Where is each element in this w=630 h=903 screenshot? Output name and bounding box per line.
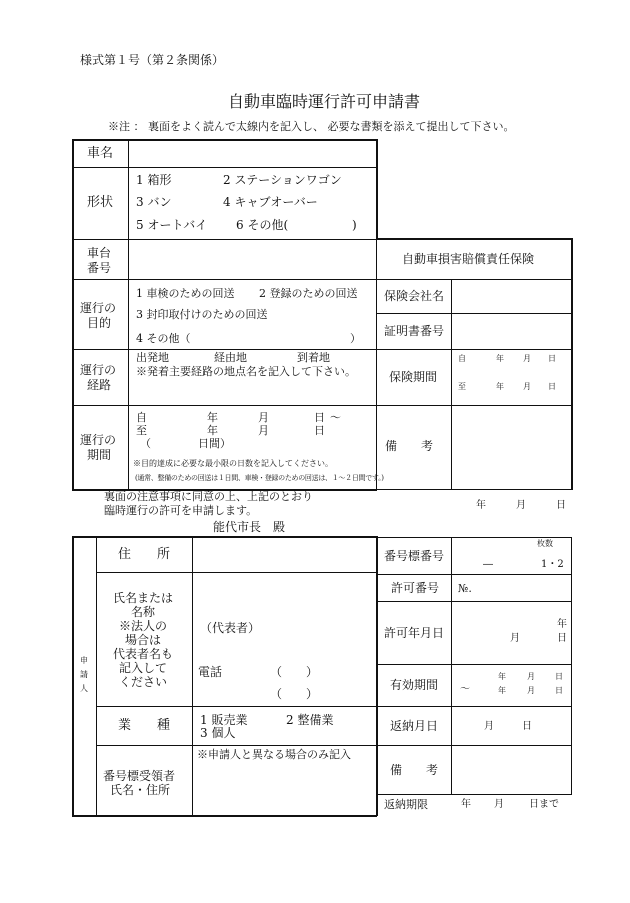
- paren-open: （: [270, 665, 283, 679]
- grid-line: [376, 313, 572, 314]
- shape-option: 6 その他(: [236, 218, 289, 232]
- grid-line: [377, 537, 572, 538]
- period-year: 年: [207, 424, 218, 437]
- grid-line: [377, 794, 572, 795]
- shape-option: 4 キャブオーバー: [223, 195, 318, 209]
- form-note: ※注 ： 裏面をよく読んで太線内を記入し、 必要な書類を添えて提出して下さい。: [108, 120, 515, 133]
- applicant-side-label: 申: [80, 656, 88, 665]
- shape-option: 5 オートバイ: [136, 218, 208, 232]
- route-via: 経由地: [214, 351, 247, 364]
- addressee: 能代市長 殿: [213, 520, 286, 534]
- border-line: [72, 139, 74, 490]
- grid-line: [376, 405, 572, 406]
- period-month: 月: [258, 411, 269, 424]
- purpose-option: 2 登録のための回送: [259, 287, 358, 300]
- border-line: [571, 238, 573, 490]
- office-remarks-label: 備 考: [390, 763, 439, 777]
- paren-close: ）: [350, 332, 361, 345]
- deadline-until: 日まで: [529, 799, 559, 810]
- grid-line: [96, 572, 377, 573]
- period-days-open: （: [140, 437, 151, 450]
- grid-line: [377, 601, 572, 602]
- consent-line2: 臨時運行の許可を申請します。: [104, 504, 258, 517]
- ins-year: 年: [496, 382, 504, 391]
- return-date-label: 返納月日: [390, 719, 439, 733]
- grid-line: [128, 139, 129, 490]
- form-title: 自動車臨時運行許可申請書: [228, 92, 421, 111]
- valid-year: 年: [498, 686, 506, 695]
- period-days: 日間）: [198, 437, 231, 450]
- grid-line: [72, 405, 377, 406]
- insurance-cert-label: 証明書番号: [384, 324, 445, 338]
- border-line: [376, 238, 572, 240]
- grid-line: [72, 167, 377, 168]
- paren-close: ）: [306, 665, 319, 679]
- deadline-year: 年: [461, 799, 471, 810]
- border-line: [376, 139, 378, 239]
- period-label: 運行の: [80, 433, 117, 447]
- name-label-line: 名称: [131, 605, 156, 619]
- recipient-label: 番号標受領者: [103, 769, 176, 783]
- grid-line: [72, 279, 377, 280]
- name-label-line: 記入して: [119, 661, 168, 675]
- period-from: 自: [136, 411, 147, 424]
- consent-month: 月: [516, 500, 526, 511]
- recipient-note: ※申請人と異なる場合のみ記入: [197, 748, 351, 761]
- business-option: 1 販売業: [200, 713, 248, 727]
- business-option: 2 整備業: [286, 713, 334, 727]
- grid-line: [377, 574, 572, 575]
- border-line: [72, 536, 74, 816]
- route-from: 出発地: [136, 351, 169, 364]
- grid-line: [376, 489, 572, 490]
- grid-line: [376, 279, 572, 280]
- grid-line: [451, 537, 452, 795]
- shape-option: 3 バン: [136, 195, 172, 209]
- grid-line: [451, 279, 452, 490]
- route-label: 経路: [87, 378, 112, 392]
- form-number: 様式第１号（第２条関係）: [80, 53, 225, 67]
- ins-to: 至: [458, 382, 466, 391]
- ins-month: 月: [523, 354, 531, 363]
- valid-month: 月: [527, 672, 535, 681]
- name-label-line: 場合は: [125, 633, 162, 647]
- insurance-period-label: 保険期間: [389, 370, 438, 384]
- permit-day: 日: [557, 633, 567, 644]
- consent-day: 日: [556, 500, 566, 511]
- purpose-option: 4 その他（: [136, 332, 191, 345]
- deadline-month: 月: [494, 799, 504, 810]
- purpose-option: 3 封印取付けのための回送: [136, 308, 268, 321]
- border-line: [72, 536, 377, 538]
- period-day: 日: [314, 411, 325, 424]
- insurance-header: 自動車損害賠償責任保険: [402, 252, 535, 266]
- grid-line: [376, 239, 377, 490]
- applicant-side-label: 請: [80, 670, 88, 679]
- grid-line: [192, 537, 193, 816]
- ins-year: 年: [496, 354, 504, 363]
- border-line: [376, 536, 378, 816]
- return-month: 月: [484, 721, 494, 732]
- period-to: 至: [136, 424, 147, 437]
- period-month: 月: [258, 424, 269, 437]
- period-note: ※目的達成に必要な最小限の日数を記入してください。: [133, 459, 333, 468]
- name-label-line: ください: [119, 675, 168, 689]
- grid-line: [376, 349, 572, 350]
- period-day: 日: [314, 424, 325, 437]
- insurance-remarks-label: 備 考: [385, 439, 434, 453]
- sheets-label: 枚数: [537, 539, 553, 548]
- valid-tilde: ～: [460, 684, 470, 695]
- purpose-label: 目的: [87, 316, 112, 330]
- route-to: 到着地: [297, 351, 330, 364]
- period-label: 期間: [87, 448, 112, 462]
- consent-line1: 裏面の注意事項に同意の上、上記のとおり: [104, 490, 313, 503]
- permit-month: 月: [510, 633, 520, 644]
- route-note: ※発着主要経路の地点名を記入して下さい。: [136, 365, 356, 378]
- consent-year: 年: [476, 500, 486, 511]
- grid-line: [72, 349, 377, 350]
- grid-line: [96, 706, 377, 707]
- permit-year: 年: [557, 619, 567, 630]
- phone-label: 電話: [198, 665, 223, 679]
- plate-number-label: 番号標番号: [384, 549, 445, 563]
- paren-open: （: [270, 687, 283, 701]
- grid-line: [96, 745, 377, 746]
- permit-number-label: 許可番号: [391, 581, 440, 595]
- valid-month: 月: [527, 686, 535, 695]
- ins-day: 日: [548, 382, 556, 391]
- ins-from: 自: [458, 354, 466, 363]
- border-line: [72, 815, 377, 817]
- address-label: 住 所: [118, 547, 171, 562]
- chassis-number-label: 車台: [87, 246, 112, 260]
- paren-close: ): [352, 218, 357, 232]
- insurance-company-label: 保険会社名: [384, 289, 445, 303]
- applicant-side-label: 人: [80, 684, 88, 693]
- period-tilde: ～: [330, 411, 341, 424]
- ins-day: 日: [548, 354, 556, 363]
- ins-month: 月: [523, 382, 531, 391]
- return-deadline-label: 返納期限: [384, 798, 428, 811]
- grid-line: [377, 706, 572, 707]
- grid-line: [96, 537, 97, 816]
- representative-label: （代表者）: [200, 621, 261, 635]
- period-year: 年: [207, 411, 218, 424]
- plate-dash: ―: [483, 559, 493, 570]
- valid-day: 日: [555, 672, 563, 681]
- vehicle-name-label: 車名: [87, 146, 114, 161]
- business-option: 3 個人: [200, 726, 236, 740]
- vehicle-shape-label: 形状: [87, 195, 114, 210]
- period-note: (通常、整備のための回送は１日間、車検・登録のための回送は、１～２日間です。): [135, 474, 384, 482]
- recipient-label: 氏名・住所: [110, 783, 171, 797]
- grid-line: [72, 239, 377, 240]
- shape-option: 2 ステーションワゴン: [223, 173, 342, 187]
- route-label: 運行の: [80, 363, 117, 377]
- grid-line: [377, 745, 572, 746]
- grid-line: [377, 664, 572, 665]
- name-label-line: 氏名または: [113, 591, 174, 605]
- valid-period-label: 有効期間: [390, 678, 439, 692]
- permit-date-label: 許可年月日: [384, 626, 445, 640]
- name-label-line: ※法人の: [119, 619, 168, 633]
- name-label-line: 代表者名も: [113, 647, 174, 661]
- grid-line: [571, 537, 572, 795]
- border-line: [72, 139, 377, 141]
- valid-year: 年: [498, 672, 506, 681]
- sheets-value: 1・2: [541, 559, 564, 570]
- business-label: 業 種: [118, 718, 171, 733]
- purpose-option: 1 車検のための回送: [136, 287, 235, 300]
- valid-day: 日: [555, 686, 563, 695]
- return-day: 日: [522, 721, 532, 732]
- permit-number-prefix: №.: [458, 582, 472, 595]
- purpose-label: 運行の: [80, 301, 117, 315]
- paren-close: ）: [306, 687, 319, 701]
- shape-option: 1 箱形: [136, 173, 172, 187]
- chassis-number-label: 番号: [87, 261, 112, 275]
